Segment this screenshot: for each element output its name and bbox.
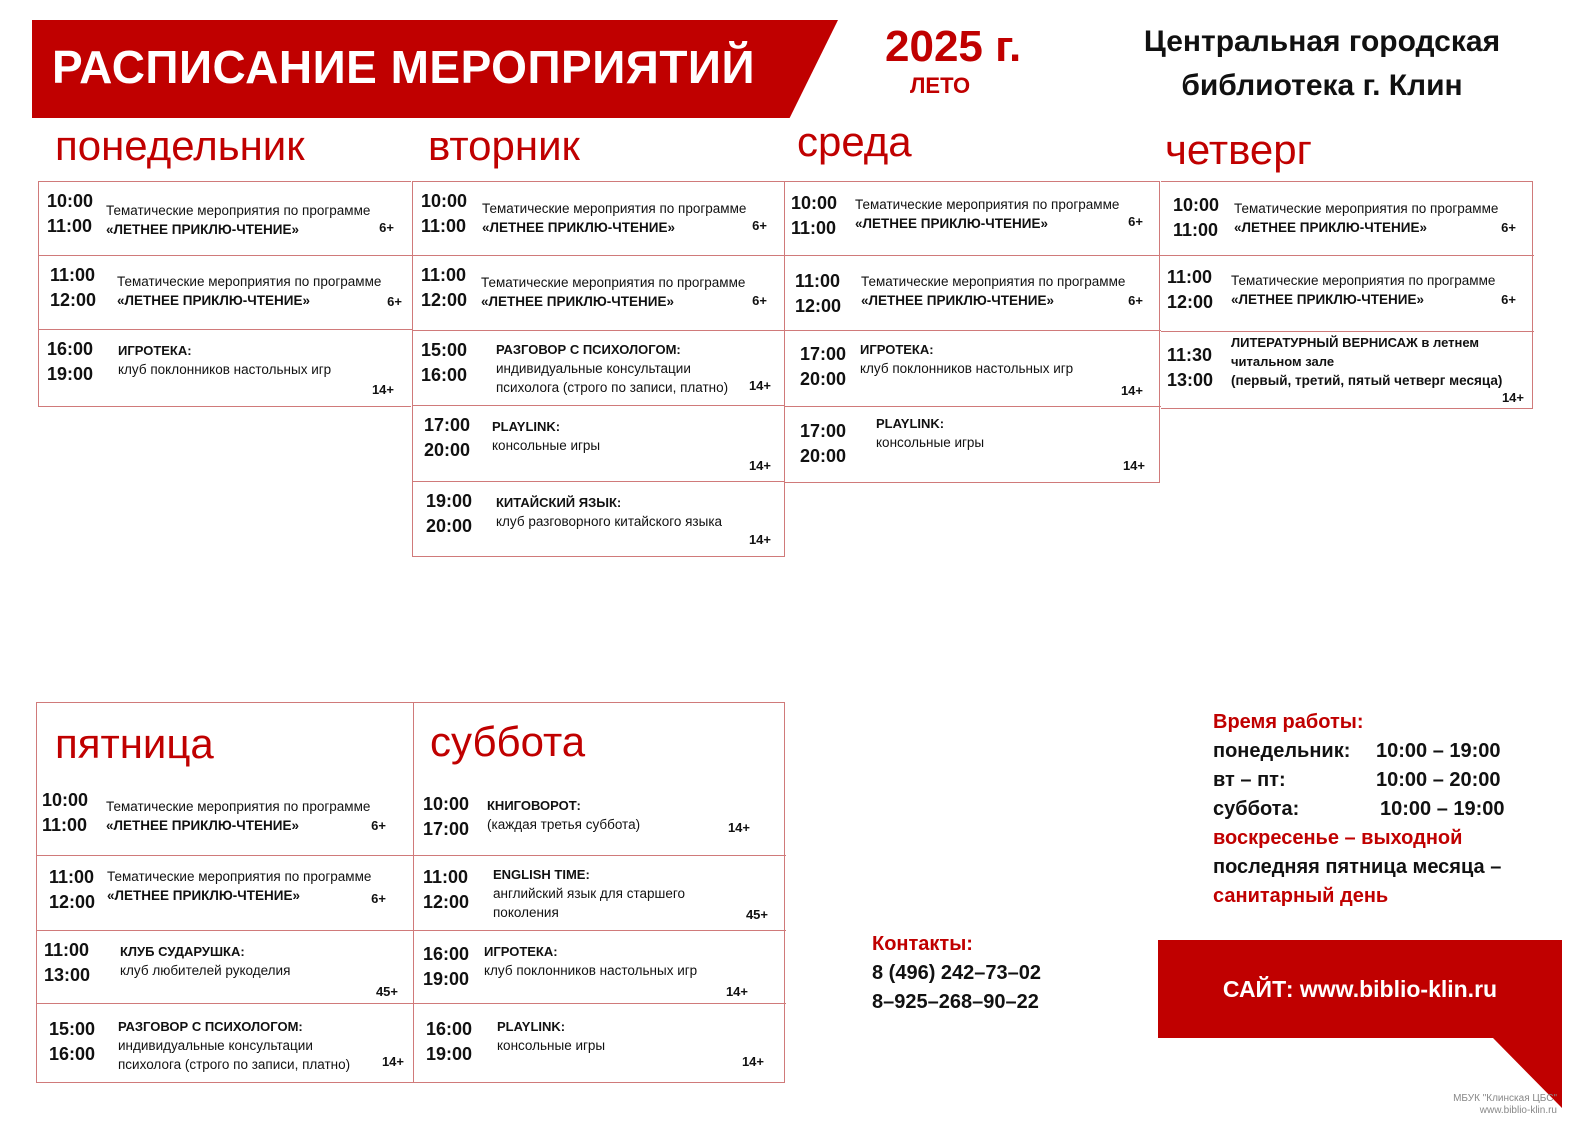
year-label: 2025 г. <box>885 22 1022 71</box>
event-row: 10:00 11:00 Тематические мероприятия по программе «ЛЕТНЕЕ ПРИКЛЮ-ЧТЕНИЕ» 6+ <box>1161 181 1534 256</box>
saturday-schedule <box>414 702 786 1083</box>
contacts <box>872 930 1041 1017</box>
age-badge: 6+ <box>752 218 767 233</box>
day-title-monday: понедельник <box>55 122 305 169</box>
age-badge: 14+ <box>1120 383 1143 398</box>
page-title: РАСПИСАНИЕ МЕРОПРИЯТИЙ <box>52 41 756 93</box>
event-row: 17:00 20:00 ИГРОТЕКА: клуб поклонников настольных игр 14+ <box>785 330 1161 407</box>
age-badge: 6+ <box>752 293 767 308</box>
sunday-note: воскресенье – выходной <box>1213 827 1463 849</box>
age-badge: 14+ <box>381 1054 404 1069</box>
age-badge: 14+ <box>748 532 771 547</box>
season-label: ЛЕТО <box>910 73 971 98</box>
event-row: 17:00 20:00 PLAYLINK: консольные игры 14+ <box>412 405 785 482</box>
working-hours <box>1213 708 1505 911</box>
age-badge: 6+ <box>371 891 386 906</box>
event-row: 11:00 12:00 Тематические мероприятия по программе «ЛЕТНЕЕ ПРИКЛЮ-ЧТЕНИЕ» 6+ <box>38 255 412 330</box>
event-row: 10:00 11:00 Тематические мероприятия по программе «ЛЕТНЕЕ ПРИКЛЮ-ЧТЕНИЕ» 6+ <box>412 181 785 256</box>
library-name <box>1122 20 1522 108</box>
phone-2: 8–925–268–90–22 <box>872 991 1039 1013</box>
hours-row: вт – пт: 10:00 – 20:00 <box>1213 769 1501 791</box>
event-row: 19:00 20:00 КИТАЙСКИЙ ЯЗЫК: клуб разговорного китайского языка 14+ <box>426 491 771 547</box>
age-badge: 45+ <box>745 907 768 922</box>
contacts-title: Контакты: <box>872 933 973 955</box>
working-hours-title: Время работы: <box>1213 711 1364 733</box>
age-badge: 14+ <box>371 382 394 397</box>
hours-row: понедельник: 10:00 – 19:00 <box>1213 740 1501 762</box>
library-name-line2: библиотека г. Клин <box>1181 69 1463 102</box>
event-row: 10:00 11:00 Тематические мероприятия по программе «ЛЕТНЕЕ ПРИКЛЮ-ЧТЕНИЕ» 6+ <box>785 181 1161 256</box>
wednesday-schedule <box>785 181 1161 483</box>
sanitary-day-note: санитарный день <box>1213 885 1389 907</box>
event-row: 11:00 13:00 КЛУБ СУДАРУШКА: клуб любителей рукоделия 45+ <box>36 930 414 1004</box>
day-title-thursday: четверг <box>1165 126 1312 173</box>
day-title-tuesday: вторник <box>428 122 580 169</box>
age-badge: 45+ <box>375 984 398 999</box>
event-row: 15:00 16:00 РАЗГОВОР С ПСИХОЛОГОМ: индивидуальные консультации психолога (строго по записи, платно) 14+ <box>49 1019 404 1072</box>
last-friday-note: последняя пятница месяца – <box>1213 856 1502 878</box>
age-badge: 6+ <box>1501 292 1516 307</box>
age-badge: 14+ <box>727 820 750 835</box>
age-badge: 6+ <box>387 294 402 309</box>
library-name-line1: Центральная городская <box>1143 25 1501 58</box>
age-badge: 14+ <box>725 984 748 999</box>
event-row: 10:00 11:00 Тематические мероприятия по программе «ЛЕТНЕЕ ПРИКЛЮ-ЧТЕНИЕ» 6+ <box>38 181 412 256</box>
event-row: 16:00 19:00 PLAYLINK: консольные игры 14+ <box>426 1019 764 1069</box>
event-row: 10:00 17:00 КНИГОВОРОТ: (каждая третья суббота) 14+ <box>414 780 786 856</box>
event-row: 11:00 12:00 Тематические мероприятия по программе «ЛЕТНЕЕ ПРИКЛЮ-ЧТЕНИЕ» 6+ <box>1161 255 1534 332</box>
age-badge: 6+ <box>1501 220 1516 235</box>
day-title-friday: пятница <box>55 720 214 767</box>
day-title-saturday: суббота <box>430 718 586 765</box>
age-badge: 6+ <box>379 220 394 235</box>
thursday-schedule <box>1161 181 1534 409</box>
footer-watermark: МБУК "Клинская ЦБС" www.biblio-klin.ru <box>1453 1093 1557 1116</box>
event-row: 11:30 13:00 ЛИТЕРАТУРНЫЙ ВЕРНИСАЖ в летнем читальном зале (первый, третий, пятый четверг месяца) 14+ <box>1167 335 1524 405</box>
event-row: 11:00 12:00 Тематические мероприятия по программе «ЛЕТНЕЕ ПРИКЛЮ-ЧТЕНИЕ» 6+ <box>36 855 414 931</box>
phone-1: 8 (496) 242–73–02 <box>872 962 1042 984</box>
age-badge: 14+ <box>748 458 771 473</box>
monday-schedule <box>38 181 412 407</box>
event-row: 11:00 12:00 ENGLISH TIME: английский язык для старшего поколения 45+ <box>414 855 786 931</box>
age-badge: 6+ <box>1128 214 1143 229</box>
event-row: 10:00 11:00 Тематические мероприятия по программе «ЛЕТНЕЕ ПРИКЛЮ-ЧТЕНИЕ» 6+ <box>36 780 414 856</box>
event-row: 16:00 19:00 ИГРОТЕКА: клуб поклонников настольных игр 14+ <box>414 930 786 1004</box>
age-badge: 14+ <box>1122 458 1145 473</box>
website-banner <box>1158 940 1562 1038</box>
event-row: 15:00 16:00 РАЗГОВОР С ПСИХОЛОГОМ: индивидуальные консультации психолога (строго по записи, платно) 14+ <box>412 330 785 406</box>
website-link[interactable]: САЙТ: www.biblio-klin.ru <box>1222 975 1498 1002</box>
hours-row: суббота: 10:00 – 19:00 <box>1213 798 1505 820</box>
event-row: 16:00 19:00 ИГРОТЕКА: клуб поклонников настольных игр 14+ <box>47 339 394 397</box>
friday-schedule <box>36 702 414 1083</box>
age-badge: 6+ <box>371 818 386 833</box>
event-row: 17:00 20:00 PLAYLINK: консольные игры 14+ <box>800 416 1145 473</box>
age-badge: 6+ <box>1128 293 1143 308</box>
age-badge: 14+ <box>748 378 771 393</box>
tuesday-schedule <box>412 181 785 557</box>
event-row: 11:00 12:00 Тематические мероприятия по программе «ЛЕТНЕЕ ПРИКЛЮ-ЧТЕНИЕ» 6+ <box>412 255 785 331</box>
event-row: 11:00 12:00 Тематические мероприятия по программе «ЛЕТНЕЕ ПРИКЛЮ-ЧТЕНИЕ» 6+ <box>785 255 1161 331</box>
age-badge: 14+ <box>741 1054 764 1069</box>
age-badge: 14+ <box>1501 390 1524 405</box>
day-title-wednesday: среда <box>797 118 912 165</box>
